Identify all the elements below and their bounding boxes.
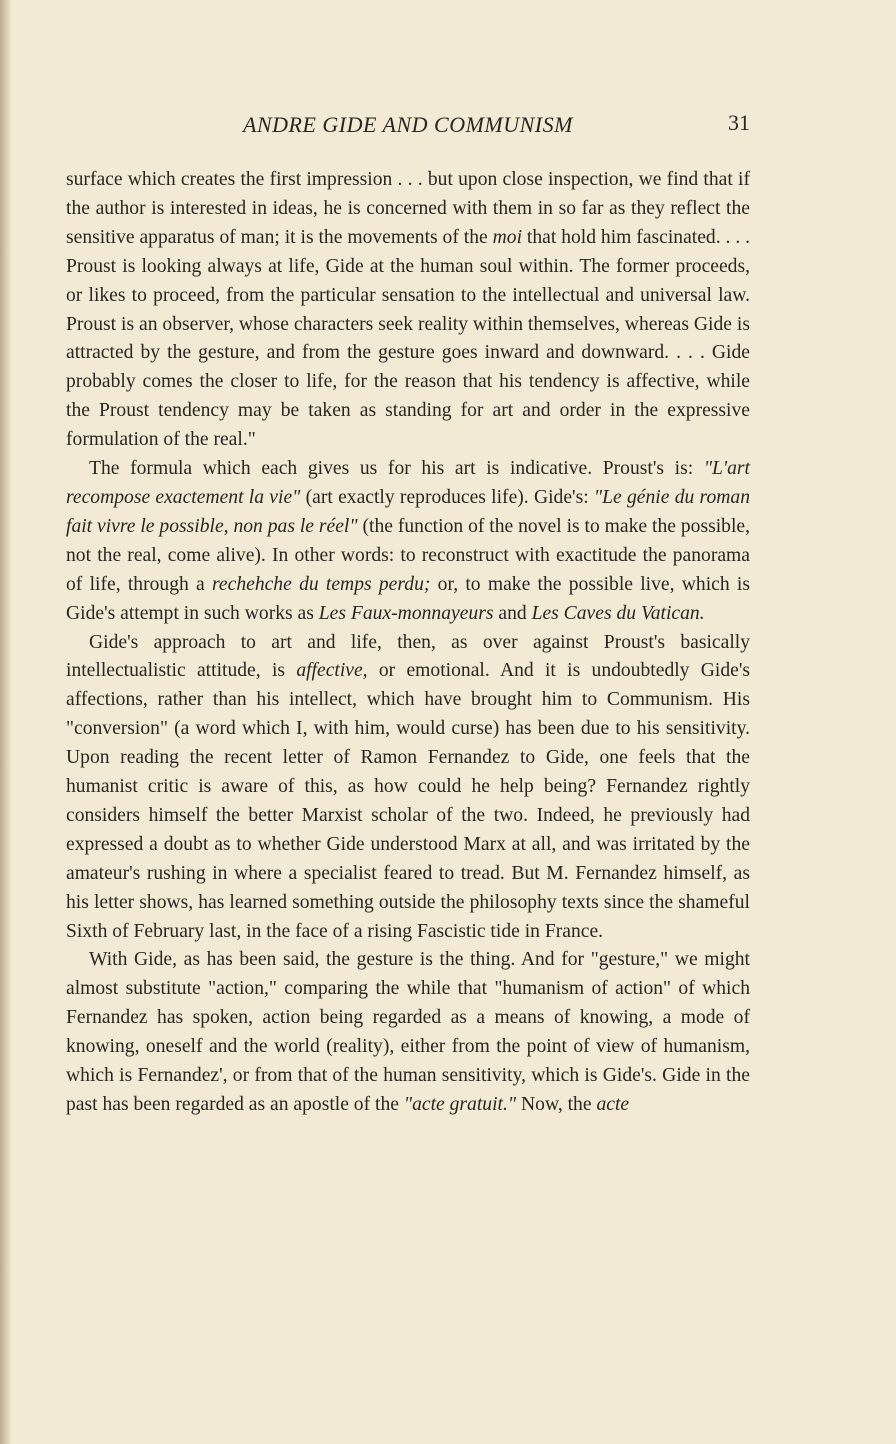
italic-text-run: rechehche du temps perdu; — [212, 573, 431, 595]
running-header — [66, 110, 750, 144]
body-text — [66, 166, 750, 1120]
paragraph-1 — [66, 166, 750, 455]
paragraph-4 — [66, 946, 750, 1119]
italic-text-run: "acte gratuit." — [403, 1094, 517, 1115]
italic-text-run: Les Faux-monnayeurs — [318, 602, 494, 624]
text-run: With Gide, as has been said, the gesture is the thing. And for "gesture," we might almost substitute "action," comparing the while that "humanism of action" of which Fernandez has spoken, action being regarded as a means of knowing, a mode of knowing, oneself and the world (reality), either from the point of view of humanism, which is Fernandez', or from that of the human sensitivity, which is Gide's. Gide in the past has been regarded as an apostle of the — [66, 949, 750, 1115]
text-run: (art exactly reproduces life). Gide's: — [300, 486, 594, 508]
text-run: The formula which each gives us for his art is indicative. Proust's is: — [89, 458, 704, 480]
text-run: (the function of the novel is to make the possible, not the real, come alive). In other words: to reconstruct with exactitude the panorama of life, through a — [66, 515, 750, 595]
italic-text-run: moi — [492, 226, 523, 248]
running-title: ANDRE GIDE AND COMMUNISM — [243, 112, 573, 137]
book-page — [66, 110, 750, 1120]
italic-text-run: "L'art recompose exactement la vie" — [66, 458, 750, 508]
paragraph-3 — [66, 629, 750, 947]
italic-text-run: "Le génie du roman fait vivre le possible, non pas le réel" — [66, 486, 750, 537]
italic-text-run: acte — [596, 1094, 630, 1115]
text-run: or, to make the possible live, which is Gide's attempt in such works as — [66, 573, 750, 624]
text-run: that hold him fascinated. . . . Proust is looking always at life, Gide at the human soul within. The former proceeds, or likes to proceed, from the particular sensation to the intellectual and universal law. Proust is an observer, whose characters seek reality within themselves, whereas Gide is attracted by the gesture, and from the gesture goes inward and downward. . . . Gide probably comes the closer to life, for the reason that his tendency is affective, while the Proust tendency may be taken as standing for art and order in the expressive formulation of the real." — [66, 226, 751, 451]
text-run: Now, the — [516, 1094, 597, 1115]
text-run: surface which creates the first impression . . . but upon close inspection, we find that if the author is interested in ideas, he is concerned with them in so far as they reflect the sensitive apparatus of man; it is the movements of the — [66, 169, 750, 248]
page-binding-edge — [0, 0, 12, 1444]
text-run: Gide's approach to art and life, then, as over against Proust's basically intellectualistic attitude, is — [66, 631, 750, 682]
italic-text-run: affective, — [296, 660, 368, 682]
text-run: or emotional. And it is undoubtedly Gide's affections, rather than his intellect, which have brought him to Communism. His "conversion" (a word which I, with him, would curse) has been due to his sensitivity. Upon reading the recent letter of Ramon Fernandez to Gide, one feels that the humanist critic is aware of this, as how could he help being? Fernandez rightly considers himself the better Marxist scholar of the two. Indeed, he previously had expressed a doubt as to whether Gide understood Marx at all, and was irritated by the amateur's rushing in where a specialist feared to tread. But M. Fernandez himself, as his letter shows, has learned something outside the philosophy texts since the shameful Sixth of February last, in the face of a rising Fascistic tide in France. — [66, 660, 751, 942]
italic-text-run: Les Caves du Vatican. — [531, 602, 705, 624]
paragraph-2 — [66, 455, 750, 628]
page-number: 31 — [728, 110, 750, 135]
text-run: and — [493, 602, 532, 624]
